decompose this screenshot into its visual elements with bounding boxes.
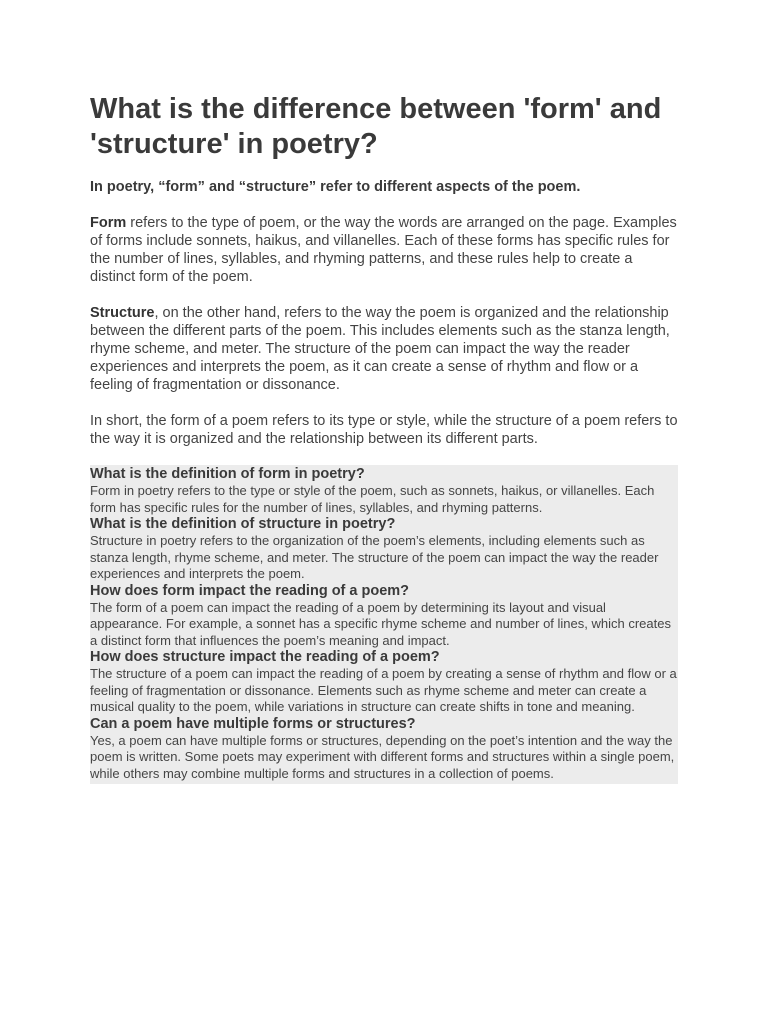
faq-item xyxy=(90,516,678,583)
faq-question: Can a poem have multiple forms or structures? xyxy=(90,715,416,732)
faq-question: How does form impact the reading of a poem? xyxy=(90,582,410,599)
paragraph-text-form: refers to the type of poem, or the way the words are arranged on the page. Examples of forms include sonnets, haikus, and villanelles. Each of these forms has specific rules for the number of lines, syllables, and rhyming patterns, and these rules help to create a distinct form of the poem. xyxy=(90,215,677,285)
paragraph-structure xyxy=(90,304,680,394)
faq-item xyxy=(90,716,678,783)
paragraph-lead-structure: Structure xyxy=(90,305,155,321)
paragraph-lead-form: Form xyxy=(90,215,127,231)
paragraph-summary xyxy=(90,412,680,448)
faq-question: How does structure impact the reading of a poem? xyxy=(90,649,440,665)
faq-answer: The structure of a poem can impact the reading of a poem by creating a sense of rhythm and flow or a feeling of fragmentation or dissonance. Elements such as rhyme scheme and meter can create a musical quality to the poem, while variations in structure can create shifts in tone and meaning. xyxy=(90,666,677,714)
paragraph-text-structure: , on the other hand, refers to the way the poem is organized and the relationship between the different parts of the poem. This includes elements such as the stanza length, rhyme scheme, and meter. The structure of the poem can impact the way the reader experiences and interprets the poem, as it can create a sense of rhythm and flow or a feeling of fragmentation or dissonance. xyxy=(90,305,670,393)
faq-question: What is the definition of form in poetry? xyxy=(90,466,365,482)
faq-item xyxy=(90,583,678,650)
faq-question: What is the definition of structure in poetry? xyxy=(90,516,396,532)
document-page xyxy=(90,92,680,784)
paragraph-form xyxy=(90,214,680,286)
faq-item xyxy=(90,466,678,516)
page-title: What is the difference between 'form' and 'structure' in poetry? xyxy=(90,93,662,160)
intro-text: In poetry, “form” and “structure” refer to different aspects of the poem. xyxy=(90,179,581,195)
faq-section xyxy=(90,465,678,784)
paragraph-text-summary: In short, the form of a poem refers to its type or style, while the structure of a poem refers to the way it is organized and the relationship between its different parts. xyxy=(90,413,678,447)
faq-item xyxy=(90,649,678,716)
faq-answer: Structure in poetry refers to the organization of the poem’s elements, including elements such as stanza length, rhyme scheme, and meter. The structure of the poem can impact the way the reader experiences and interprets the poem. xyxy=(90,533,659,581)
faq-answer: The form of a poem can impact the reading of a poem by determining its layout and visual appearance. For example, a sonnet has a specific rhyme scheme and number of lines, which creates a distinct form that influences the poem’s meaning and impact. xyxy=(90,599,671,648)
faq-answer: Yes, a poem can have multiple forms or structures, depending on the poet’s intention and the way the poem is written. Some poets may experiment with different forms and structures within a single poem, while others may combine multiple forms and structures in a collection of poems. xyxy=(90,732,675,781)
faq-answer: Form in poetry refers to the type or style of the poem, such as sonnets, haikus, or villanelles. Each form has specific rules for the number of lines, syllables, and rhyming patterns. xyxy=(90,483,655,515)
